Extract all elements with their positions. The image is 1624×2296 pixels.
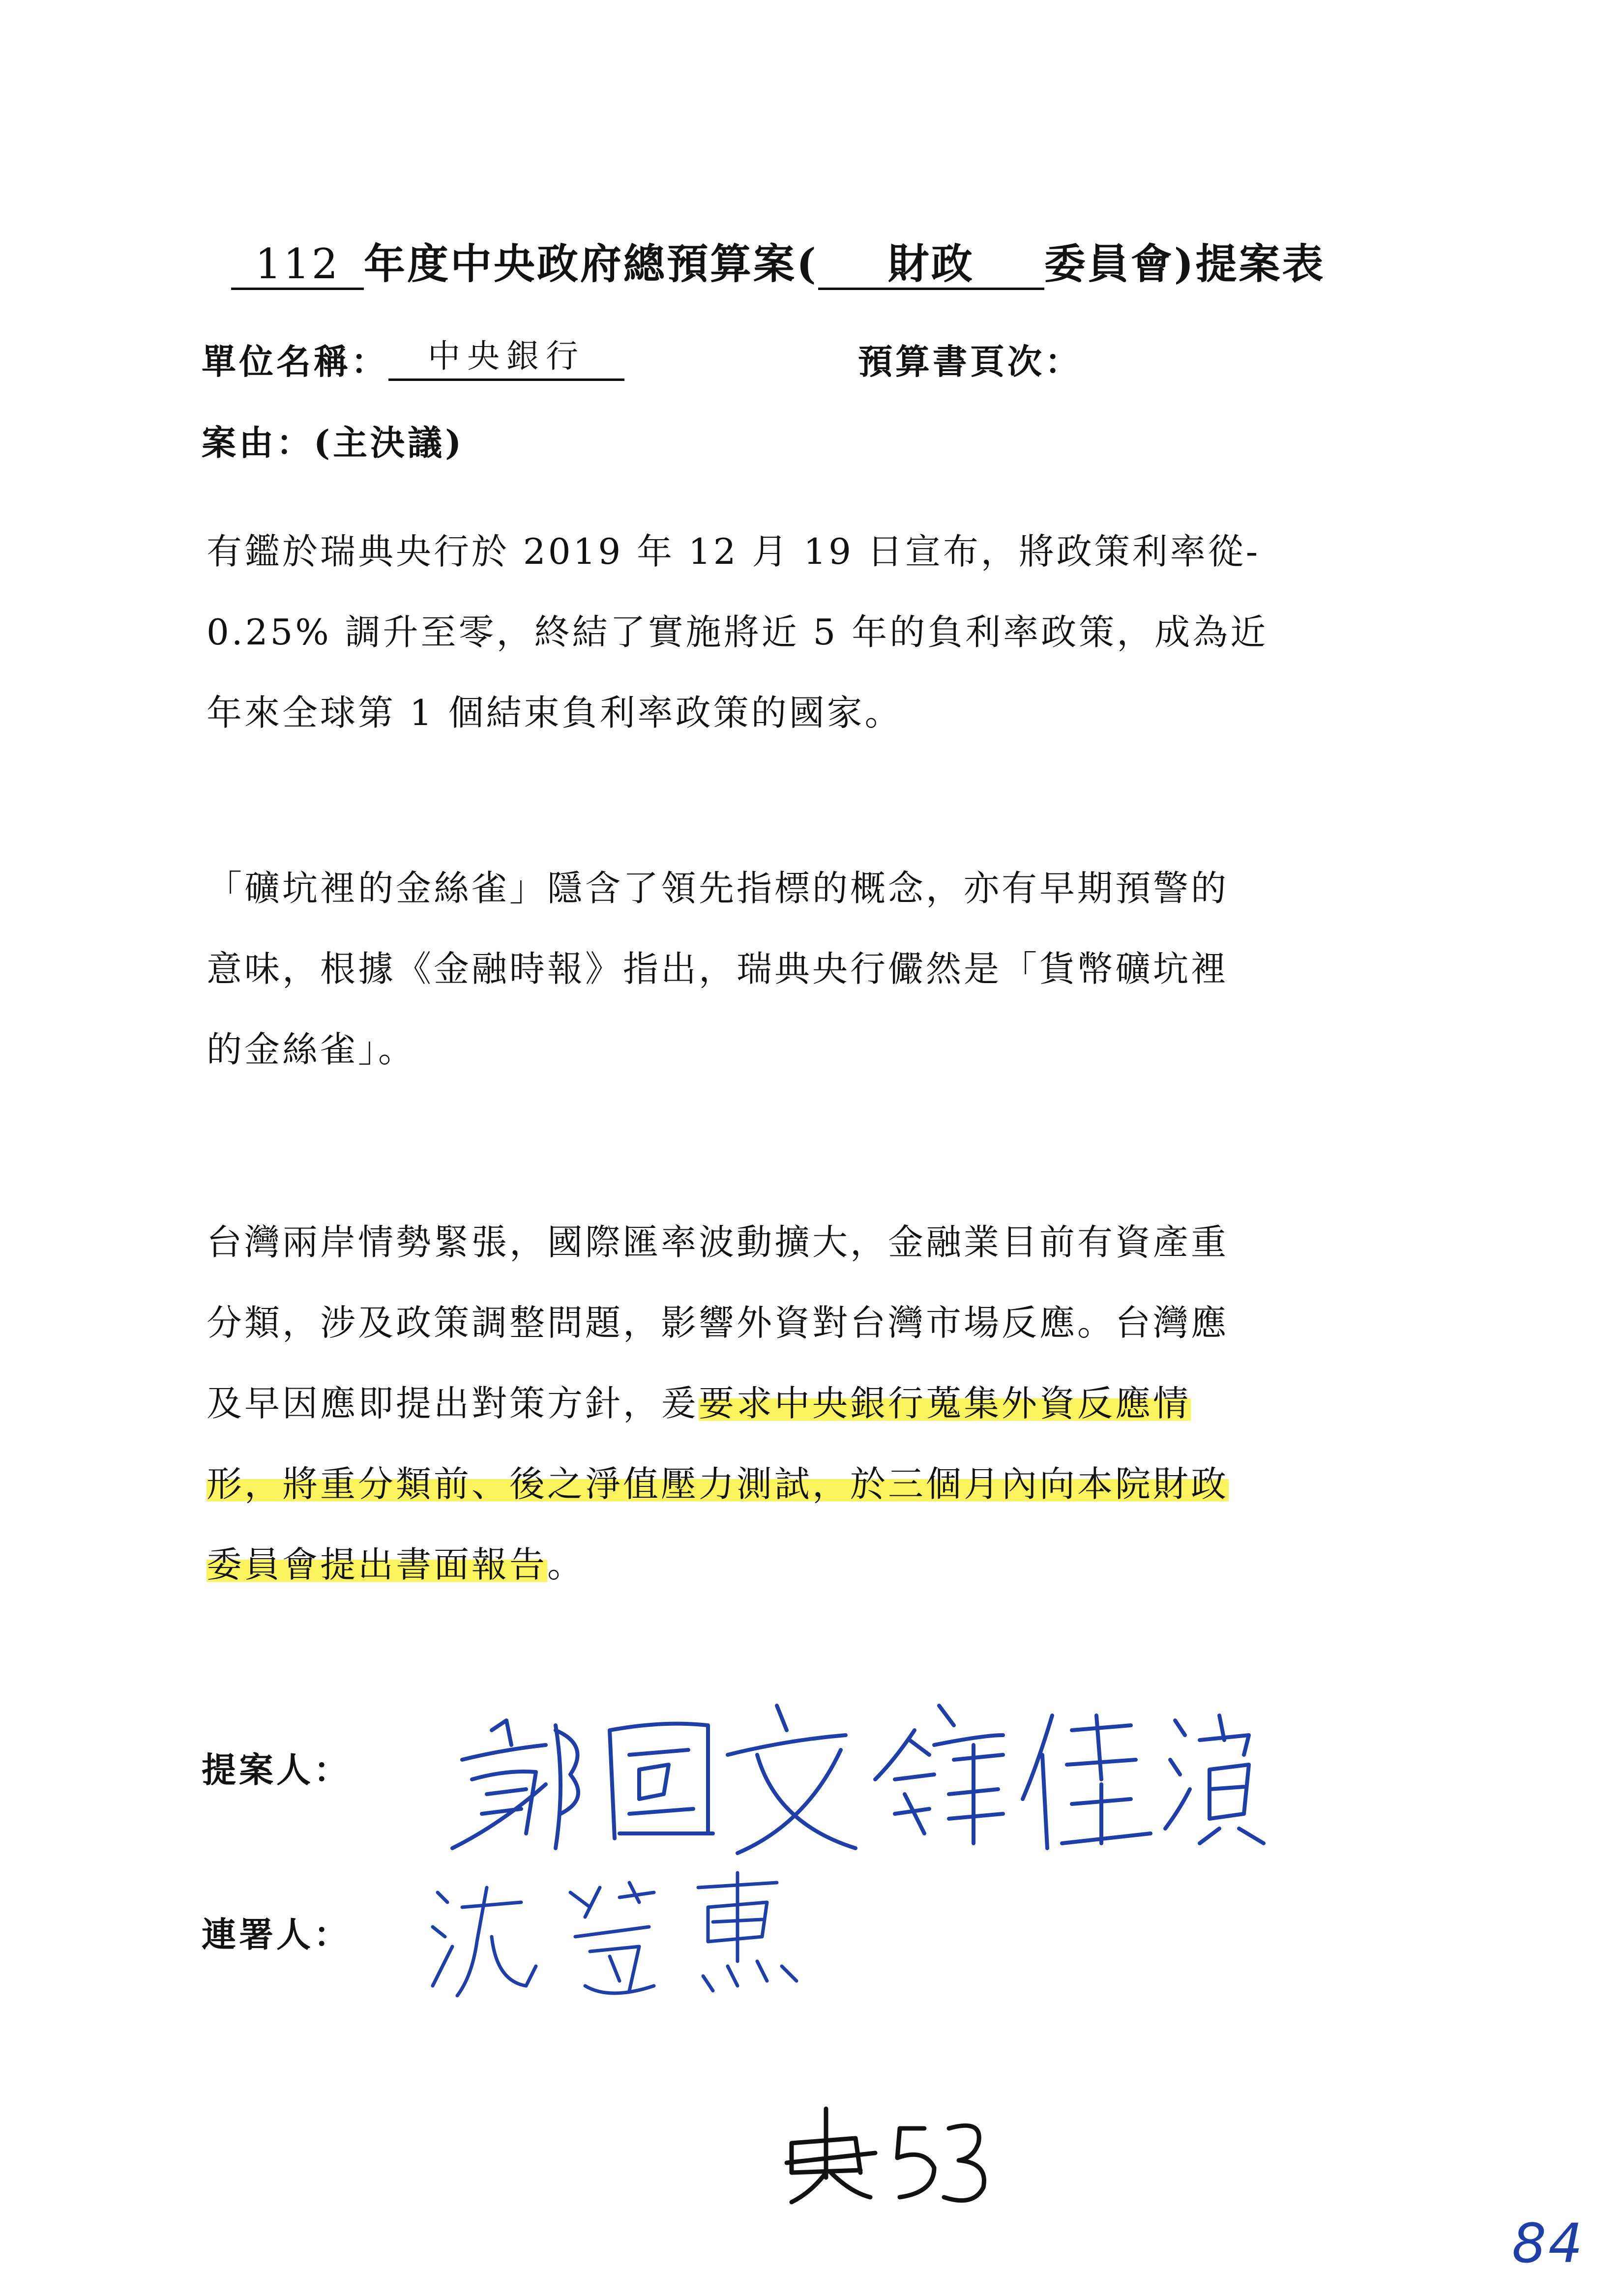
highlighted-text: 形，將重分類前、後之淨值壓力測試，於三個月內向本院財政 [207,1463,1229,1505]
reason-label: 案由：(主決議) [202,422,465,463]
paragraph-2 [207,848,1387,1090]
title-committee: 財政 [818,240,1044,290]
unit-name-value: 中央銀行 [388,334,624,381]
paragraph-line: 意味，根據《金融時報》指出，瑞典央行儼然是「貨幣礦坑裡 [207,948,1229,989]
paragraph-line [207,1524,1387,1605]
cosigner-signature [423,1863,806,2010]
page-number: 84 [1512,2212,1585,2275]
paragraph-line [207,1444,1387,1524]
title-suffix: 委員會)提案表 [1044,239,1326,288]
cosigner-label: 連署人： [202,1914,351,1955]
unit-name-label: 單位名稱： [202,341,388,382]
paragraph-line [207,1363,1387,1444]
handwritten-mark [777,2099,993,2207]
paragraph-3 [207,1202,1387,1605]
paragraph-line: 「礦坑裡的金絲雀」隱含了領先指標的概念，亦有早期預警的 [207,868,1229,909]
budget-page-label: 預算書頁次： [858,341,1082,382]
paragraph-line: 0.25% 調升至零，終結了實施將近 5 年的負利率政策，成為近 [207,611,1269,653]
highlighted-text: 要求中央銀行蒐集外資反應情 [699,1383,1191,1424]
paragraph-line: 有鑑於瑞典央行於 2019 年 12 月 19 日宣布，將政策利率從- [207,531,1261,572]
proposer-label: 提案人： [202,1749,351,1790]
highlighted-text: 委員會提出書面報告 [207,1544,548,1585]
paragraph-line: 分類，涉及政策調整問題，影響外資對台灣市場反應。台灣應 [207,1302,1229,1343]
title-prefix: 年度中央政府總預算案( [364,239,818,288]
paragraph-line: 台灣兩岸情勢緊張，國際匯率波動擴大，金融業目前有資產重 [207,1221,1229,1263]
paragraph-1 [207,511,1387,753]
paragraph-line: 的金絲雀」。 [207,1029,416,1070]
paragraph-text: 及早因應即提出對策方針，爰 [207,1383,699,1424]
form-title [231,231,1411,288]
paragraph-line: 年來全球第 1 個結束負利率政策的國家。 [207,692,903,733]
paragraph-text: 。 [547,1544,586,1585]
title-year: 112 [231,240,364,290]
proposer-signature [433,1686,1269,1863]
